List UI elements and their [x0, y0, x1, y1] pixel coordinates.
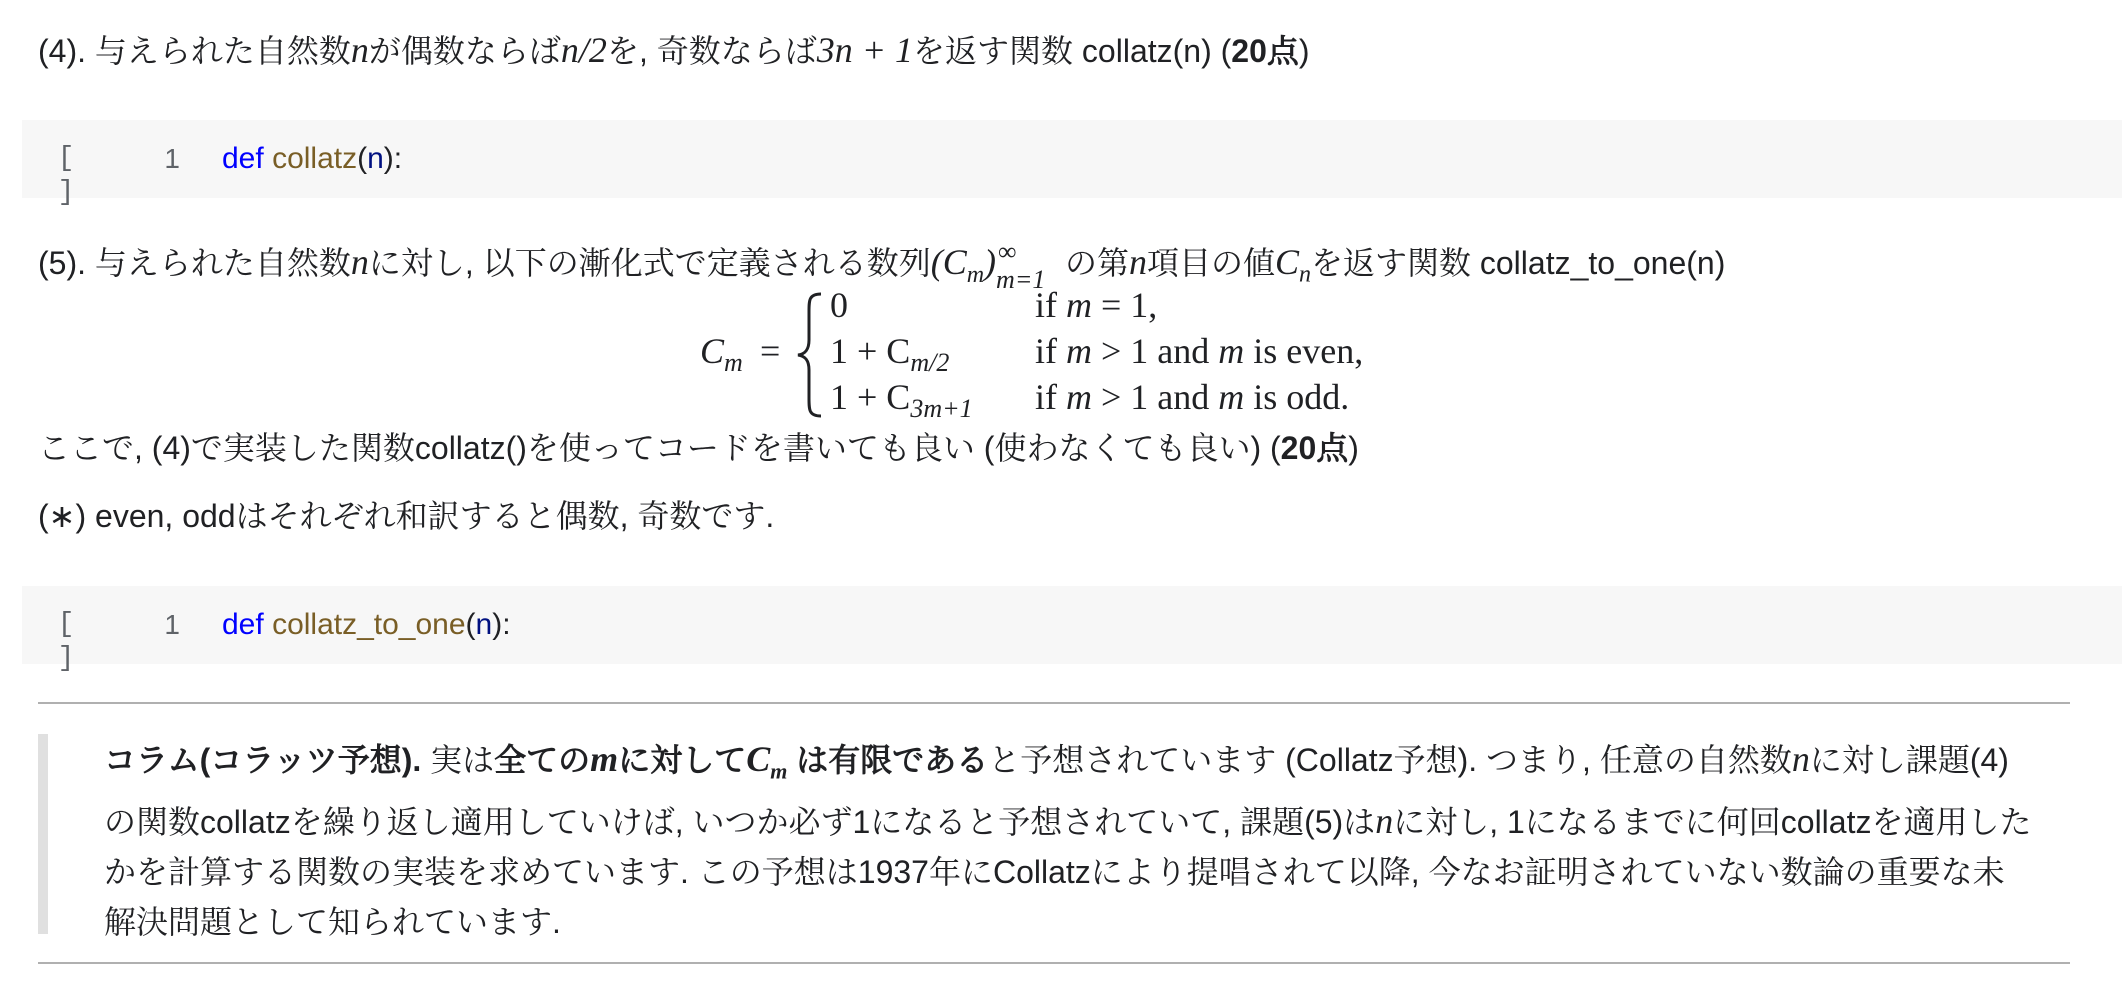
row3-sub: 3m+1 — [910, 394, 973, 424]
column-var-n: n — [1791, 739, 1810, 779]
question-5-text — [38, 237, 1726, 295]
paren-open: ( — [465, 608, 476, 641]
row3-rest2: is odd. — [1244, 377, 1350, 417]
q5-mid4: を返す関数 collatz_to_one(n) — [1310, 245, 1726, 281]
formula-row-2-cond — [1035, 330, 1363, 372]
q5-note-text: ここで, (4)で実装した関数collatz()を使ってコードを書いても良い (使わなくても良い) ( — [38, 430, 1281, 466]
column-blockquote — [38, 734, 2070, 941]
recurrence-formula — [700, 285, 1420, 424]
column-t1: 実は — [421, 742, 495, 778]
seq-sup: ∞ — [998, 237, 1017, 266]
row1-if: if — [1035, 285, 1066, 325]
q4-prefix: (4). 与えられた自然数 — [38, 33, 351, 69]
row2-if: if — [1035, 331, 1066, 371]
paren-close: ): — [492, 608, 511, 641]
q4-points: 20点 — [1231, 33, 1299, 69]
q5-sequence — [930, 242, 997, 289]
bold-c: C — [746, 739, 771, 779]
q4-mid3: を返す関数 collatz(n) ( — [913, 33, 1232, 69]
formula-row-3-cond — [1035, 376, 1349, 418]
column-title: コラム(コラッツ予想). — [104, 742, 422, 778]
left-brace-icon — [795, 290, 825, 420]
code-editor[interactable] — [222, 140, 402, 178]
q5-points: 20点 — [1280, 430, 1349, 466]
bold1: 全ての — [494, 742, 591, 778]
column-var-n2: n — [1375, 801, 1394, 842]
run-cell-button[interactable]: [ ] — [57, 609, 75, 674]
arg-n: n — [475, 608, 493, 641]
formula-equals: = — [760, 331, 781, 371]
line-number: 1 — [164, 609, 180, 640]
seq-close: ) — [984, 242, 997, 282]
q5-var-n2: n — [1128, 242, 1147, 282]
formula-row-3-value — [830, 376, 973, 424]
arg-n: n — [367, 142, 384, 175]
row2-rest: > 1 and — [1092, 331, 1219, 371]
function-name: collatz — [272, 142, 358, 175]
q5-cn: C — [1274, 242, 1299, 282]
row1-value: 0 — [830, 285, 848, 325]
code-editor[interactable] — [222, 606, 511, 644]
row3-m2: m — [1218, 377, 1245, 417]
footnote: (∗) even, oddはそれぞれ和訳すると偶数, 奇数です. — [38, 498, 775, 534]
paren-close: ): — [383, 142, 403, 175]
row2-rest2: is even, — [1244, 331, 1364, 371]
q5-var-n: n — [350, 242, 369, 282]
formula-lhs-c: C — [700, 331, 725, 371]
seq-sub-range: m=1 — [996, 265, 1046, 294]
row2-sub: m/2 — [910, 348, 950, 378]
code-cell-collatz-to-one[interactable] — [22, 586, 2122, 674]
line-number: 1 — [164, 143, 180, 174]
row1-m: m — [1066, 285, 1092, 325]
row2-m2: m — [1218, 331, 1245, 371]
bold3: は有限である — [787, 742, 989, 778]
seq-range — [996, 237, 1056, 294]
keyword-def: def — [222, 142, 264, 175]
column-text — [104, 734, 2034, 947]
q4-expr-3n1: 3n + 1 — [816, 30, 914, 70]
function-name: collatz_to_one — [272, 608, 466, 641]
row2-value: 1 + C — [830, 331, 911, 371]
formula-lhs-sub: m — [724, 348, 743, 378]
divider-top — [38, 702, 2070, 704]
q5-mid3: 項目の値 — [1146, 245, 1275, 281]
formula-row-1-value — [830, 284, 848, 326]
q5-mid1: に対し, 以下の漸化式で定義される数列 — [368, 245, 931, 281]
q4-close: ) — [1298, 33, 1310, 69]
q5-mid2: の第 — [1056, 245, 1129, 281]
column-t4: に対し, 1になるまでに何回collatzを適用したかを計算する関数の実装を求めています. この予想は1937年にCollatzにより提唱されて以降, 今なお証明されていない数論の重要な未解決問題として知られています. — [104, 804, 2032, 941]
column-t2: と予想されています (Collatz予想). つまり, 任意の自然数 — [988, 742, 1792, 778]
formula-row-2-value — [830, 330, 949, 378]
row3-m: m — [1066, 377, 1092, 417]
formula-lhs — [700, 330, 743, 378]
code-cell-collatz[interactable] — [22, 120, 2122, 208]
q5-prefix: (5). 与えられた自然数 — [38, 245, 351, 281]
row3-value: 1 + C — [830, 377, 911, 417]
run-cell-button[interactable]: [ ] — [57, 143, 75, 208]
divider-bottom — [38, 962, 2070, 964]
q5-cn-sub: n — [1298, 261, 1311, 288]
q5-note-close: ) — [1348, 430, 1359, 466]
q4-mid1: が偶数ならば — [368, 33, 561, 69]
q4-expr-half: n/2 — [560, 30, 607, 70]
q4-var-n: n — [350, 30, 369, 70]
keyword-def: def — [222, 608, 264, 641]
paren-open: ( — [357, 142, 368, 175]
formula-row-1-cond — [1035, 284, 1157, 326]
q4-mid2: を, 奇数ならば — [606, 33, 817, 69]
seq-sub: m — [966, 262, 985, 289]
bold-m: m — [590, 739, 619, 779]
column-t3: に対し課題(4)の関数collatzを繰り返し適用していけば, いつか必ず1になると予想されていて, 課題(5)は — [104, 742, 2009, 841]
row1-rest: = 1, — [1092, 285, 1158, 325]
column-bold-claim — [494, 739, 989, 784]
bold-c-sub: m — [770, 758, 788, 784]
question-4-text — [38, 30, 1310, 71]
row3-if: if — [1035, 377, 1066, 417]
row2-m: m — [1066, 331, 1092, 371]
row3-rest: > 1 and — [1092, 377, 1219, 417]
bold2: に対して — [618, 742, 747, 778]
question-5-note — [38, 428, 1359, 468]
seq-c: (C — [930, 242, 967, 282]
